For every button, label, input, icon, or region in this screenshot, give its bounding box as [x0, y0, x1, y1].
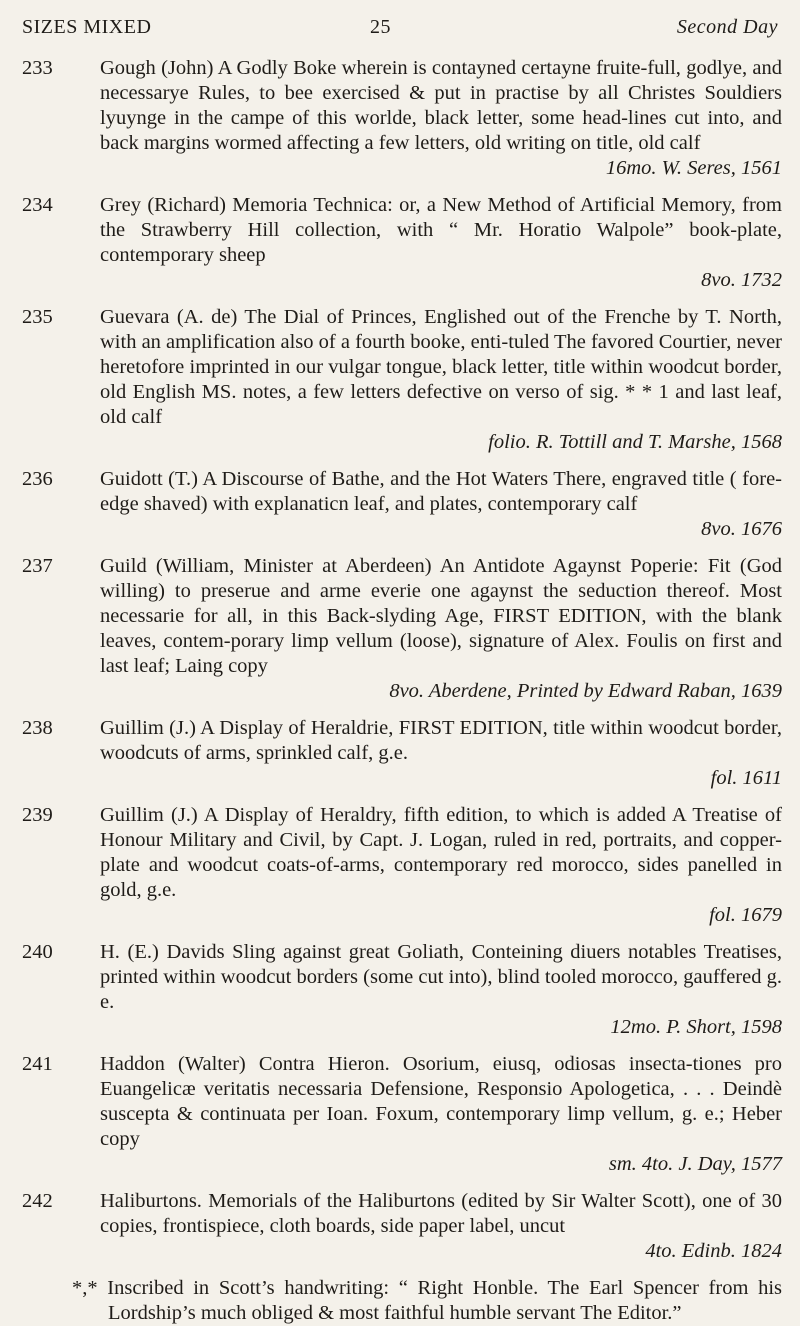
lot-description: Guevara (A. de) The Dial of Princes, Englished out of the Frenche by T. North, with an amplification also of a fourth booke, enti-tuled The favored Courtier, never heretofore imprinted in our vulgar tongue, black letter, title within woodcut border, old English MS. notes, a few letters defective on verso of sig. * * 1 and last leaf, old calf	[100, 306, 782, 428]
lot-number: 238	[22, 717, 53, 739]
lot-imprint: fol. 1679	[709, 904, 782, 926]
page-header	[22, 16, 778, 42]
lot-imprint: 16mo. W. Seres, 1561	[605, 157, 782, 179]
lot-number: 235	[22, 306, 53, 328]
lot-entry	[22, 1052, 782, 1177]
lot-entry	[22, 193, 782, 293]
lot-imprint: fol. 1611	[710, 767, 782, 789]
lot-description: Guidott (T.) A Discourse of Bathe, and the Hot Waters There, engraved title ( fore-edge shaved) with explanaticn leaf, and plates, contemporary calf	[100, 468, 782, 515]
lot-number: 236	[22, 468, 53, 490]
lot-description: Haliburtons. Memorials of the Haliburtons (edited by Sir Walter Scott), one of 30 copies, frontispiece, cloth boards, side paper label, uncut	[100, 1190, 782, 1237]
lot-imprint: 8vo. 1676	[701, 518, 782, 540]
lot-imprint: 4to. Edinb. 1824	[645, 1240, 782, 1262]
page-number: 25	[370, 16, 391, 38]
lot-imprint: 12mo. P. Short, 1598	[610, 1016, 782, 1038]
lot-imprint: sm. 4to. J. Day, 1577	[608, 1153, 782, 1175]
lot-entry	[22, 716, 782, 791]
lot-entry	[22, 1189, 782, 1264]
lot-description: Grey (Richard) Memoria Technica: or, a New Method of Artificial Memory, from the Strawberry Hill collection, with “ Mr. Horatio Walpole” book-plate, contemporary sheep	[100, 194, 782, 266]
lot-entry	[22, 56, 782, 181]
lot-number: 234	[22, 194, 53, 216]
lot-imprint: folio. R. Tottill and T. Marshe, 1568	[488, 431, 782, 453]
lot-description: Haddon (Walter) Contra Hieron. Osorium, eiusq, odiosas insecta-tiones pro Euangelicæ veritatis necessaria Defensione, Responsio Apologetica, . . . Deindè suscepta & continuata per Ioan. Foxum, contemporary limp vellum, g. e.; Heber copy	[100, 1053, 782, 1150]
lot-imprint: 8vo. 1732	[701, 269, 782, 291]
lot-list	[22, 56, 782, 1326]
lot-note: *,* Inscribed in Scott’s handwriting: “ Right Honble. The Earl Spencer from his Lordship’s much obliged & most faithful humble servant The Editor.”	[72, 1277, 782, 1324]
lot-description: Guillim (J.) A Display of Heraldrie, FIRST EDITION, title within woodcut border, woodcuts of arms, sprinkled calf, g.e.	[100, 717, 782, 764]
lot-number: 240	[22, 941, 53, 963]
lot-entry	[22, 305, 782, 455]
lot-description: Guild (William, Minister at Aberdeen) An Antidote Agaynst Poperie: Fit (God willing) to preserue and arme everie one agaynst the seduction thereof. Most necessarie for all, in this Back-slyding Age, FIRST EDITION, with the blank leaves, contem-porary limp vellum (loose), signature of Alex. Foulis on first and last leaf; Laing copy	[100, 555, 782, 677]
lot-description: Guillim (J.) A Display of Heraldry, fifth edition, to which is added A Treatise of Honour Military and Civil, by Capt. J. Logan, ruled in red, portraits, and copper-plate and woodcut coats-of-arms, contemporary red morocco, sides panelled in gold, g.e.	[100, 804, 782, 901]
lot-number: 237	[22, 555, 53, 577]
lot-description: H. (E.) Davids Sling against great Goliath, Conteining diuers notables Treatises, printed within woodcut borders (some cut into), blind tooled morocco, gauffered g. e.	[100, 941, 782, 1013]
lot-entry	[22, 554, 782, 704]
header-right: Second Day	[676, 16, 778, 38]
lot-entry	[22, 940, 782, 1040]
lot-entry	[22, 803, 782, 928]
lot-description: Gough (John) A Godly Boke wherein is contayned certayne fruite-full, godlye, and necessarye Rules, to bee exercised & put in practise by all Christes Souldiers lyuynge in the campe of this worlde, black letter, some head-lines cut into, and back margins wormed affecting a few letters, old writing on title, old calf	[100, 57, 782, 154]
lot-number: 242	[22, 1190, 53, 1212]
lot-number: 233	[22, 57, 53, 79]
lot-entry	[22, 467, 782, 542]
lot-imprint: 8vo. Aberdene, Printed by Edward Raban, 1639	[389, 680, 782, 702]
lot-number: 241	[22, 1053, 53, 1075]
header-left: SIZES MIXED	[22, 16, 152, 38]
lot-number: 239	[22, 804, 53, 826]
